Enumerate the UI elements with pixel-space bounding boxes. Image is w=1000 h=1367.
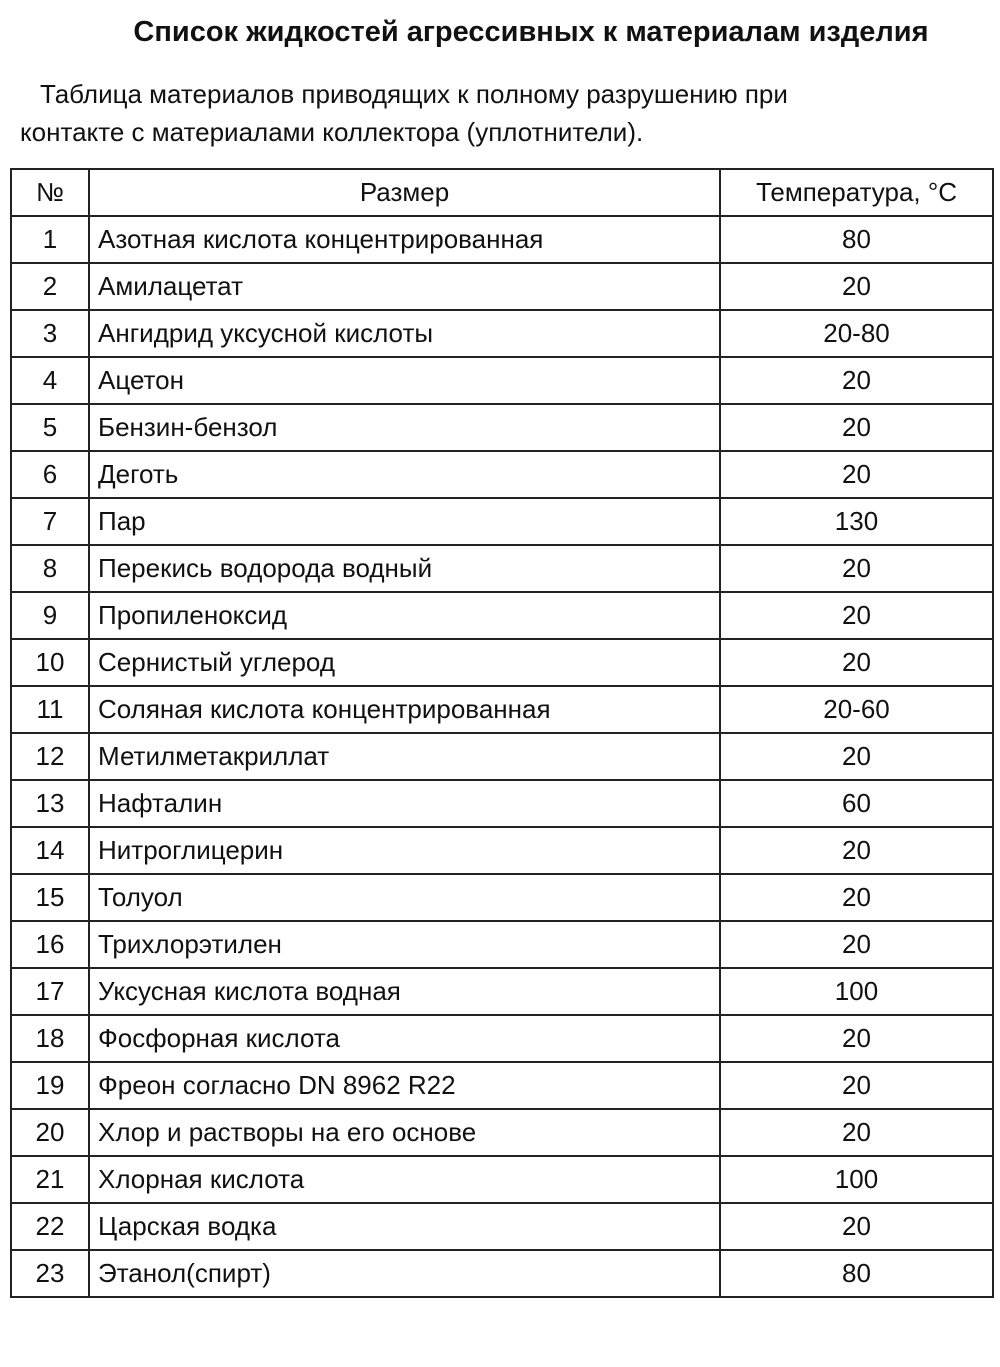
table-row bbox=[11, 263, 993, 310]
table-row bbox=[11, 686, 993, 733]
row-number-cell: 18 bbox=[11, 1015, 89, 1062]
row-name-cell: Царская водка bbox=[89, 1203, 720, 1250]
row-temperature-cell: 20 bbox=[720, 827, 993, 874]
table-row bbox=[11, 1062, 993, 1109]
row-number-cell: 13 bbox=[11, 780, 89, 827]
table-row bbox=[11, 498, 993, 545]
row-temperature-cell: 20 bbox=[720, 733, 993, 780]
row-temperature-cell: 20-80 bbox=[720, 310, 993, 357]
row-number-cell: 10 bbox=[11, 639, 89, 686]
row-number-cell: 20 bbox=[11, 1109, 89, 1156]
row-name-cell: Деготь bbox=[89, 451, 720, 498]
row-temperature-cell: 20-60 bbox=[720, 686, 993, 733]
row-number-cell: 19 bbox=[11, 1062, 89, 1109]
row-temperature-cell: 20 bbox=[720, 404, 993, 451]
row-temperature-cell: 60 bbox=[720, 780, 993, 827]
row-temperature-cell: 20 bbox=[720, 592, 993, 639]
table-row bbox=[11, 874, 993, 921]
row-temperature-cell: 80 bbox=[720, 216, 993, 263]
table-row bbox=[11, 733, 993, 780]
table-row bbox=[11, 1156, 993, 1203]
table-row bbox=[11, 404, 993, 451]
row-temperature-cell: 20 bbox=[720, 545, 993, 592]
table-row bbox=[11, 827, 993, 874]
table-row bbox=[11, 310, 993, 357]
row-number-cell: 21 bbox=[11, 1156, 89, 1203]
row-name-cell: Азотная кислота концентрированная bbox=[89, 216, 720, 263]
row-number-cell: 15 bbox=[11, 874, 89, 921]
row-number-cell: 11 bbox=[11, 686, 89, 733]
row-name-cell: Амилацетат bbox=[89, 263, 720, 310]
row-name-cell: Сернистый углерод bbox=[89, 639, 720, 686]
row-name-cell: Соляная кислота концентрированная bbox=[89, 686, 720, 733]
row-temperature-cell: 20 bbox=[720, 451, 993, 498]
row-name-cell: Фреон согласно DN 8962 R22 bbox=[89, 1062, 720, 1109]
table-row bbox=[11, 545, 993, 592]
header-number: № bbox=[11, 169, 89, 216]
row-name-cell: Хлорная кислота bbox=[89, 1156, 720, 1203]
row-number-cell: 22 bbox=[11, 1203, 89, 1250]
page-title: Список жидкостей агрессивных к материалам изделия bbox=[133, 16, 929, 48]
table-header-row bbox=[11, 169, 993, 216]
row-temperature-cell: 20 bbox=[720, 639, 993, 686]
table-row bbox=[11, 357, 993, 404]
row-temperature-cell: 100 bbox=[720, 968, 993, 1015]
row-number-cell: 3 bbox=[11, 310, 89, 357]
row-name-cell: Фосфорная кислота bbox=[89, 1015, 720, 1062]
table-row bbox=[11, 1203, 993, 1250]
table-row bbox=[11, 451, 993, 498]
row-name-cell: Перекись водорода водный bbox=[89, 545, 720, 592]
table-row bbox=[11, 780, 993, 827]
table-row bbox=[11, 968, 993, 1015]
row-temperature-cell: 20 bbox=[720, 1203, 993, 1250]
row-number-cell: 12 bbox=[11, 733, 89, 780]
row-temperature-cell: 20 bbox=[720, 263, 993, 310]
row-temperature-cell: 130 bbox=[720, 498, 993, 545]
table-row bbox=[11, 592, 993, 639]
row-number-cell: 17 bbox=[11, 968, 89, 1015]
header-temperature: Температура, °С bbox=[720, 169, 993, 216]
row-number-cell: 2 bbox=[11, 263, 89, 310]
row-number-cell: 14 bbox=[11, 827, 89, 874]
table-row bbox=[11, 921, 993, 968]
row-name-cell: Нитроглицерин bbox=[89, 827, 720, 874]
row-name-cell: Пар bbox=[89, 498, 720, 545]
intro-text bbox=[20, 75, 920, 151]
row-name-cell: Ангидрид уксусной кислоты bbox=[89, 310, 720, 357]
row-number-cell: 5 bbox=[11, 404, 89, 451]
row-temperature-cell: 20 bbox=[720, 357, 993, 404]
table-row bbox=[11, 639, 993, 686]
row-name-cell: Метилметакриллат bbox=[89, 733, 720, 780]
header-name: Размер bbox=[89, 169, 720, 216]
row-name-cell: Трихлорэтилен bbox=[89, 921, 720, 968]
row-temperature-cell: 20 bbox=[720, 1062, 993, 1109]
row-number-cell: 6 bbox=[11, 451, 89, 498]
row-temperature-cell: 20 bbox=[720, 1015, 993, 1062]
row-temperature-cell: 100 bbox=[720, 1156, 993, 1203]
row-temperature-cell: 20 bbox=[720, 1109, 993, 1156]
table-body bbox=[11, 216, 993, 1297]
intro-line-1: Таблица материалов приводящих к полному разрушению при bbox=[40, 79, 788, 109]
row-number-cell: 9 bbox=[11, 592, 89, 639]
row-name-cell: Ацетон bbox=[89, 357, 720, 404]
row-name-cell: Нафталин bbox=[89, 780, 720, 827]
row-temperature-cell: 20 bbox=[720, 921, 993, 968]
row-name-cell: Этанол(спирт) bbox=[89, 1250, 720, 1297]
row-number-cell: 16 bbox=[11, 921, 89, 968]
table-row bbox=[11, 1109, 993, 1156]
intro-line-2: контакте с материалами коллектора (уплотнители). bbox=[20, 117, 644, 147]
row-name-cell: Хлор и растворы на его основе bbox=[89, 1109, 720, 1156]
row-temperature-cell: 20 bbox=[720, 874, 993, 921]
table-row bbox=[11, 216, 993, 263]
row-number-cell: 23 bbox=[11, 1250, 89, 1297]
table-row bbox=[11, 1015, 993, 1062]
row-name-cell: Пропиленоксид bbox=[89, 592, 720, 639]
row-name-cell: Толуол bbox=[89, 874, 720, 921]
row-name-cell: Бензин-бензол bbox=[89, 404, 720, 451]
row-number-cell: 7 bbox=[11, 498, 89, 545]
table-row bbox=[11, 1250, 993, 1297]
row-temperature-cell: 80 bbox=[720, 1250, 993, 1297]
row-number-cell: 4 bbox=[11, 357, 89, 404]
row-number-cell: 8 bbox=[11, 545, 89, 592]
aggressive-liquids-table bbox=[10, 168, 994, 1298]
row-number-cell: 1 bbox=[11, 216, 89, 263]
row-name-cell: Уксусная кислота водная bbox=[89, 968, 720, 1015]
